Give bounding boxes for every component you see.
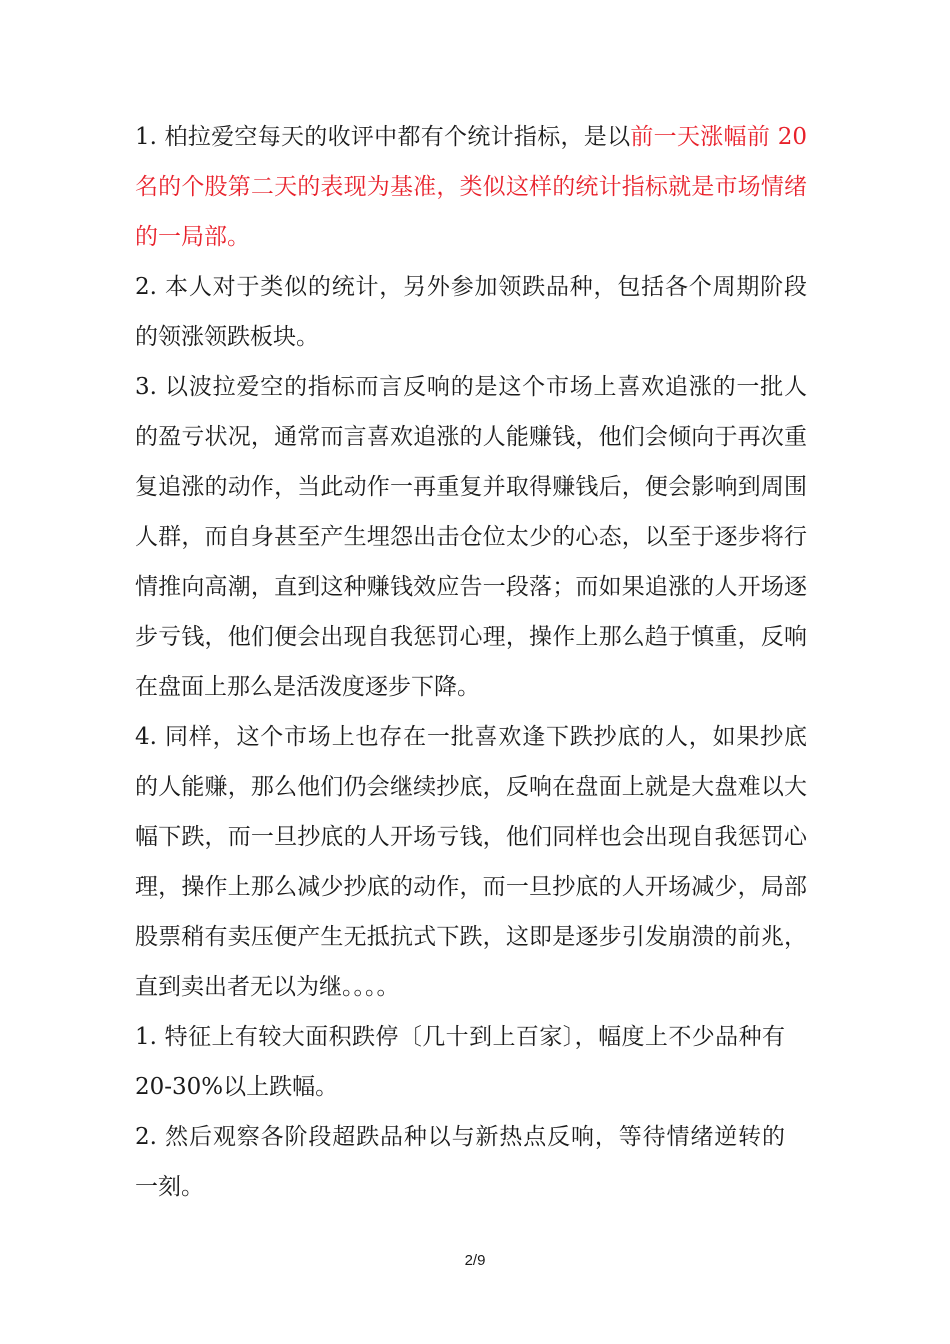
paragraph-1-highlight: 前一天涨幅前 20 名的个股第二天的表现为基准，类似这样的统计指标就是市场情绪的一局部。 — [135, 124, 807, 250]
paragraph-4: 4. 同样，这个市场上也存在一批喜欢逢下跌抄底的人，如果抄底的人能赚，那么他们仍会继续抄底，反响在盘面上就是大盘难以大幅下跌，而一旦抄底的人开场亏钱，他们同样也会出现自我惩罚心理，操作上那么减少抄底的动作，而一旦抄底的人开场减少，局部股票稍有卖压便产生无抵抗式下跌，这即是逐步引发崩溃的前兆，直到卖出者无以为继。。。。 — [135, 724, 807, 1000]
paragraph-1-text: 1. 柏拉爱空每天的收评中都有个统计指标，是以 — [135, 124, 631, 150]
document-body — [135, 112, 807, 1212]
page-number: 2/9 — [464, 1252, 486, 1269]
paragraph-2: 2. 本人对于类似的统计，另外参加领跌品种，包括各个周期阶段的领涨领跌板块。 — [135, 274, 807, 350]
paragraph-6: 2. 然后观察各阶段超跌品种以与新热点反响，等待情绪逆转的一刻。 — [135, 1124, 785, 1200]
paragraph-1 — [135, 112, 807, 262]
paragraph-5: 1. 特征上有较大面积跌停〔几十到上百家〕，幅度上不少品种有 20-30%以上跌幅。 — [135, 1024, 785, 1100]
paragraph-3: 3. 以波拉爱空的指标而言反响的是这个市场上喜欢追涨的一批人的盈亏状况，通常而言喜欢追涨的人能赚钱，他们会倾向于再次重复追涨的动作，当此动作一再重复并取得赚钱后，便会影响到周围人群，而自身甚至产生埋怨出击仓位太少的心态，以至于逐步将行情推向高潮，直到这种赚钱效应告一段落；而如果追涨的人开场逐步亏钱，他们便会出现自我惩罚心理，操作上那么趋于慎重，反响在盘面上那么是活泼度逐步下降。 — [135, 374, 807, 700]
